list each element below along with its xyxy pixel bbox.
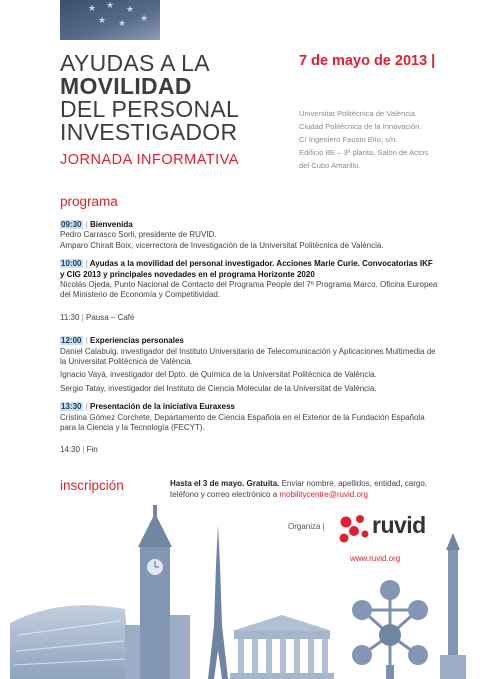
registration-text [170,479,440,500]
star-icon: ★ [106,0,115,10]
item-title: Fin [86,444,98,454]
item-title: Presentación de la iniciativa Euraxess [90,402,235,412]
program-heading: programa [60,194,118,209]
subtitle: JORNADA INFORMATIVA [60,152,239,168]
program-item [60,259,438,301]
colosseum-icon [10,605,130,679]
separator: | [85,259,88,269]
event-date: 7 de mayo de 2013 | [299,53,436,69]
eiffel-tower-icon [208,525,228,679]
program-item [60,313,438,323]
separator: | [85,220,88,229]
star-icon: ★ [98,15,107,25]
star-icon: ★ [140,13,149,23]
item-line: Sergio Tatay, investigador del Instituto de Ciencia Molecular de la Universitat de València. [60,383,377,393]
star-icon: ★ [88,3,97,13]
atomium-icon [352,580,428,679]
title-line: DEL PERSONAL [60,96,240,122]
program-item [60,336,438,394]
column-monument-icon [440,533,466,679]
program-item [60,402,438,433]
ruvid-wordmark: ruvid [372,512,426,538]
program-list [60,220,438,463]
registration-body: Enviar nombre, apellidos, entidad, cargo, teléfono y correo electrónico a [170,479,428,499]
organizer-url-link[interactable]: www.ruvid.org [350,554,401,563]
separator: | [82,444,85,454]
venue-address [299,107,469,172]
star-icon: ★ [118,18,127,28]
time-badge: 09:30 [61,220,82,229]
program-item [60,220,438,251]
time-label: 11:30 [60,312,80,322]
venue-line: Universitat Politècnica de València. [299,109,418,118]
separator: | [85,402,88,412]
item-line: Amparo Chiralt Boix, vicerrectora de Investigación de la Universitat Politècnica de València. [60,240,384,250]
item-title: Ayudas a la movilidad del personal investigador. Acciones Marie Curie. Convocatorias IKF y CIG 2013 y principales novedades en el programa Horizonte 2020 [60,259,433,279]
title-line: AYUDAS A LA [60,50,210,76]
item-line: Cristina Gómez Corchete, Departamento de Ciencia Española en el Exterior de la Fundación Española para la Ciencia y la Tecnología (FECYT). [60,412,425,433]
venue-line: Edificio 8E – 3ª planta. Salón de Actos [299,148,429,157]
time-badge: 13:30 [61,402,82,412]
eu-flag-image [60,0,160,40]
venue-line: del Cubo Amarillo. [299,161,361,170]
time-badge: 12:00 [61,336,82,346]
registration-email-link[interactable]: mobilitycentre@ruvid.org [279,489,369,499]
star-icon: ★ [126,4,135,14]
item-line: Pedro Carrasco Sorli, presidente de RUVID. [60,230,217,240]
item-line: Nicolás Ojeda, Punto Nacional de Contacto del Programa People del 7º Programa Marco. Oficina Europea del Ministerio de Economía y Competitividad. [60,280,438,300]
venue-line: C/ Ingeniero Fausto Elío, s/n. [299,135,398,144]
item-title: Experiencias personales [90,336,184,346]
title-line-bold: MOVILIDAD [60,73,192,99]
program-item [60,445,438,455]
item-line: Daniel Calabuig, investigador del Instituto Universitario de Telecomunicación y Aplicaciones Multimedia de la Universitat Politècnica de València. [60,346,436,367]
organizer-label: Organiza | [288,522,325,531]
item-line: Ignacio Vayá, investigador del Dpto. de Química de la Universitat Politècnica de València. [60,370,377,380]
separator: | [81,312,84,322]
parthenon-icon [230,615,334,679]
item-title: Pausa – Café [85,312,135,322]
main-title [60,52,300,144]
time-label: 14:30 [60,444,81,454]
title-line: INVESTIGADOR [60,119,238,145]
separator: | [85,336,88,346]
big-ben-icon [125,505,190,679]
item-title: Bienvenida [90,220,133,229]
venue-line: Ciudad Politécnica de la Innovación. [299,122,422,131]
registration-heading: inscripción [60,478,124,493]
time-badge: 10:00 [61,259,82,269]
registration-lead: Hasta el 3 de mayo. Gratuita. [170,479,280,488]
european-landmarks-skyline [0,505,480,679]
